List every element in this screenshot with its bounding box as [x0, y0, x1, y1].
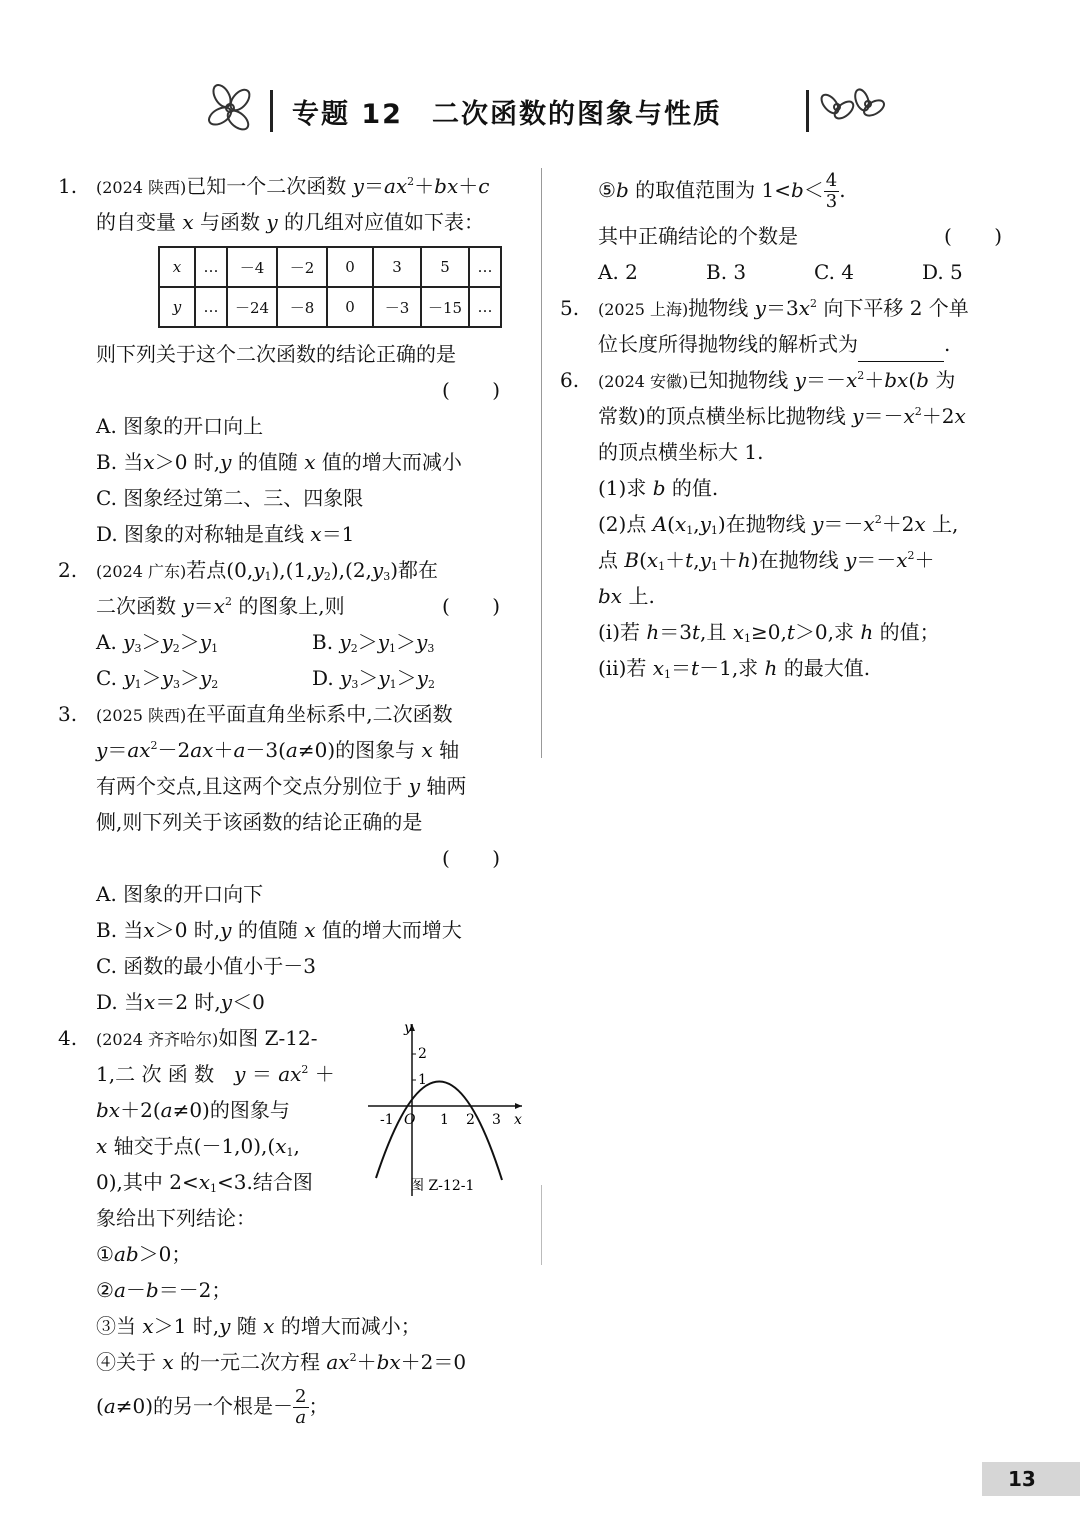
question-4-conclude: 其中正确结论的个数是 ( ) [560, 218, 1030, 254]
table-cell: … [195, 287, 227, 327]
question-source: (2024 齐齐哈尔) [96, 1030, 219, 1049]
table-cell: y [172, 298, 182, 316]
conclusion-4: ④关于 x 的一元二次方程 $ax^2+bx+2=0$ [96, 1350, 467, 1374]
part-2-ii: (ii)若 $x_1=t-1$,求 h 的最大值. [598, 656, 871, 681]
question-source: (2024 陕西) [96, 178, 187, 197]
options-row [560, 254, 1030, 290]
part-2-i: (i)若 h＝3t,且 $x_1\ge 0,t>0$,求 h 的值； [598, 620, 940, 645]
question-number: 6. [560, 368, 580, 392]
page-header [200, 80, 890, 140]
table-cell: … [469, 287, 501, 327]
tick-label: 2 [466, 1112, 475, 1128]
option-c: C. 图象经过第二、三、四象限 [96, 486, 364, 510]
table-cell: －8 [277, 287, 327, 327]
stem-text: 的顶点横坐标大 1. [598, 440, 764, 464]
table-cell: 3 [373, 247, 421, 287]
question-number: 4. [58, 1026, 78, 1050]
left-column [58, 168, 528, 1432]
value-table [158, 246, 502, 328]
axis-label-x: x [514, 1112, 522, 1128]
stem-text: 侧,则下列关于该函数的结论正确的是 [96, 810, 423, 834]
axis-label-y: y [404, 1020, 412, 1036]
question-source: (2025 上海) [598, 300, 689, 319]
figure-caption: 图 Z-12-1 [410, 1178, 475, 1194]
question-source: (2025 陕西) [96, 706, 187, 725]
conclusion-1: ①ab＞0； [96, 1242, 192, 1266]
question-source: (2024 广东) [96, 562, 187, 581]
table-cell: … [469, 247, 501, 287]
question-number: 2. [58, 558, 78, 582]
table-cell: －4 [227, 247, 277, 287]
conclusion-2: ②a－b＝－2； [96, 1278, 232, 1302]
answer-paren: ( ) [442, 846, 518, 870]
question-number: 1. [58, 174, 78, 198]
question-source: (2024 安徽) [598, 372, 689, 391]
stem-text: 与函数 [200, 210, 260, 234]
question-number: 3. [58, 702, 78, 726]
option-b: B. $y_2>y_1>y_3$ [312, 630, 435, 655]
answer-paren: ( ) [442, 378, 518, 402]
tick-label: -1 [380, 1112, 394, 1128]
right-column [560, 168, 1030, 686]
table-cell: －3 [373, 287, 421, 327]
conclusion-4-cont: (a≠0)的另一个根是－ $\frac{2}{a}$ ； [96, 1386, 329, 1428]
answer-paren: ( ) [442, 594, 518, 618]
table-cell: x [172, 258, 182, 276]
header-bar-left [270, 90, 273, 132]
question-5: 5. (2025 上海)抛物线 $y=3x^2$ 向下平移 2 个单 位长度所得抛物线的解析式为 . [560, 290, 1030, 362]
page-number: 13 [982, 1462, 1080, 1496]
flower-right-icon [812, 80, 888, 136]
option-c: C. 函数的最小值小于－3 [96, 954, 317, 978]
table-cell: 0 [327, 287, 373, 327]
question-6: 6. (2024 安徽)已知抛物线 $y=-x^2+bx(b$ 为 常数)的顶点横坐标比抛物线 $y=-x^2+2x$ 的顶点横坐标大 1. (1)求 b 的值. (2)点 $A(x_1,y_1)$在抛物线 $y=-x^2+2x$ 上, 点 $B(x_1+t,y_1+h)$在抛物线 $y=-x^2+$ bx 上. (i)若 h＝3t,且 $x_1\ge 0,t>0$,求 h 的值； (ii)若 $x_1=t-1$,求 h 的最大值. [560, 362, 1030, 686]
option-a: A. 2 [598, 260, 638, 284]
header-bar-right [806, 90, 809, 132]
table-cell: －2 [277, 247, 327, 287]
option-b: B. 当x＞0 时,y 的值随 x 值的增大而增大 [96, 918, 462, 942]
conclusion-3: ③当 x＞1 时,y 随 x 的增大而减小； [96, 1314, 421, 1338]
question-1: 1. (2024 陕西)已知一个二次函数 $y=ax^2+bx+c$ 的自变量 x 与函数 y 的几组对应值如下表： x … －4 －2 0 3 5 … y … －24 －8 0 －3 －15 … 则下列关于这个二次函数的结论正确的是 ( ) A. 图象的开口向上 B. 当x＞0 时,y 的值随 x 值的增大而减小 C. 图象经过第二、三、四象限 D. 图象的对称轴是直线 x＝1 [58, 168, 528, 552]
stem-text: 已知一个二次函数 [186, 174, 347, 198]
question-number: 5. [560, 296, 580, 320]
option-d: D. 5 [922, 260, 963, 284]
stem-text: 的自变量 [96, 210, 176, 234]
table-row [159, 247, 501, 287]
table-cell: －15 [421, 287, 469, 327]
column-divider [541, 168, 542, 758]
option-d: D. 当x＝2 时,y＜0 [96, 990, 265, 1014]
question-4: y x O -1 1 2 3 1 2 图 Z-12-1 4. (2024 齐齐哈尔)如图 Z-12- 1,二 次 函 数 $y = ax^2$ ＋ bx＋2(a≠0)的图象与 x 轴交于点$(-1,0),(x_1$, 0),其中 $2<x_1<3$.结合图 象给出下列结论： ①ab＞0； ②a－b＝－2； ③当 x＞1 时,y 随 x 的增大而减小； ④关于 x 的一元二次方程 $ax^2+bx+2=0$ (a≠0)的另一个根是－ $\frac{2}{a}$ ； [58, 1020, 528, 1432]
part-1: (1)求 b 的值. [598, 476, 719, 500]
column-divider-lower [541, 1185, 542, 1265]
flower-left-icon [200, 80, 260, 136]
question-3: 3. (2025 陕西)在平面直角坐标系中,二次函数 $y=ax^2-2ax+a-3(a\ne 0)$的图象与 x 轴 有两个交点,且这两个交点分别位于 y 轴两 侧,则下列关于该函数的结论正确的是 ( ) A. 图象的开口向下 B. 当x＞0 时,y 的值随 x 值的增大而增大 C. 函数的最小值小于－3 D. 当x＝2 时,y＜0 [58, 696, 528, 1020]
question-ask: 则下列关于这个二次函数的结论正确的是 [96, 342, 456, 366]
question-2: 2. (2024 广东)若点$(0,y_1),(1,y_2),(2,y_3)$都在 二次函数 $y=x^2$ 的图象上,则 ( ) A. $y_3>y_2>y_1$ B. $y_2>y_1>y_3$ C. $y_1>y_3>y_2$ D. $y_3>y_1>y_2$ [58, 552, 528, 696]
tick-label: 2 [418, 1046, 427, 1062]
option-b: B. 当x＞0 时,y 的值随 x 值的增大而减小 [96, 450, 462, 474]
origin-label: O [404, 1112, 416, 1128]
tick-label: 3 [492, 1112, 501, 1128]
answer-blank[interactable] [858, 339, 944, 362]
stem-text: 的几组对应值如下表： [284, 210, 485, 234]
table-cell: －24 [227, 287, 277, 327]
options-row [58, 660, 528, 696]
tick-label: 1 [418, 1072, 427, 1088]
option-d: D. 图象的对称轴是直线 x＝1 [96, 522, 355, 546]
table-row [159, 287, 501, 327]
option-c: C. $y_1>y_3>y_2$ [96, 666, 219, 691]
option-c: C. 4 [814, 260, 855, 284]
stem-text: 象给出下列结论： [96, 1206, 256, 1230]
option-a: A. $y_3>y_2>y_1$ [96, 630, 219, 655]
table-cell: … [195, 247, 227, 287]
options-row [58, 624, 528, 660]
table-cell: 0 [327, 247, 373, 287]
page-title: 专题 12 二次函数的图象与性质 [292, 99, 722, 130]
option-d: D. $y_3>y_1>y_2$ [312, 666, 435, 691]
option-a: A. 图象的开口向下 [96, 882, 264, 906]
option-a: A. 图象的开口向上 [96, 414, 264, 438]
conclusion-5: ⑤b 的取值范围为 1<b＜ $\frac{4}{3}$ . [598, 170, 846, 212]
part-2: (2)点 $A(x_1,y_1)$在抛物线 $y=-x^2+2x$ 上, [598, 512, 959, 537]
answer-paren: ( ) [944, 224, 1020, 248]
table-cell: 5 [421, 247, 469, 287]
option-b: B. 3 [706, 260, 747, 284]
tick-label: 1 [440, 1112, 449, 1128]
